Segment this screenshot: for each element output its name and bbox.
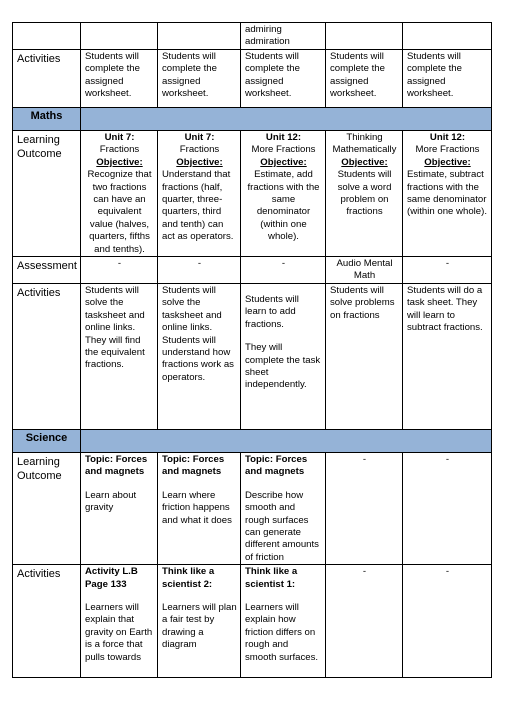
table-cell xyxy=(326,23,403,50)
objective-label: Objective: xyxy=(341,156,388,168)
table-cell xyxy=(158,565,241,678)
table-cell xyxy=(158,452,241,564)
table-cell xyxy=(81,565,158,678)
section-header-science xyxy=(13,429,492,452)
activity-title: Activity L.B Page 133 xyxy=(85,566,138,590)
unit-label: Unit 7: xyxy=(184,132,215,143)
cell-text: Learners will explain that gravity on Earth is a force that pulls towards xyxy=(85,601,153,663)
section-title: Science xyxy=(13,429,81,452)
table-cell xyxy=(403,23,492,50)
row-label: Activities xyxy=(13,50,81,108)
section-fill xyxy=(81,108,492,131)
objective-text: Recognize that two fractions can have an equivalent value (halves, quarters, fifths and tenths). xyxy=(87,169,152,255)
lesson-plan-table xyxy=(12,22,492,678)
objective-label: Objective: xyxy=(96,156,143,168)
activity-title: Think like a scientist 1: xyxy=(245,566,298,590)
table-cell xyxy=(241,565,326,678)
row-label: Assessment xyxy=(13,257,81,284)
objective-label: Objective: xyxy=(176,156,223,168)
objective-text: Estimate, add fractions with the same denominator (within one whole). xyxy=(247,169,320,243)
topic-label: Fractions xyxy=(99,144,140,156)
section-fill xyxy=(81,429,492,452)
topic-label: Topic: Forces and magnets xyxy=(162,453,225,478)
table-row xyxy=(13,23,492,50)
table-cell: Students will complete the assigned worksheet. xyxy=(403,50,492,108)
table-cell xyxy=(158,131,241,257)
cell-text: Students will learn to add fractions. xyxy=(245,293,299,330)
cell-text: Describe how smooth and rough surfaces can generate different amounts of friction xyxy=(245,489,319,563)
table-row xyxy=(13,257,492,284)
table-cell xyxy=(81,131,158,257)
unit-label: Unit 7: xyxy=(104,132,135,143)
table-cell: Students will solve problems on fractions xyxy=(326,283,403,429)
section-title: Maths xyxy=(13,108,81,131)
table-cell: Students will complete the assigned worksheet. xyxy=(81,50,158,108)
row-label: Activities xyxy=(13,565,81,678)
topic-label: More Fractions xyxy=(251,144,316,156)
table-cell: - xyxy=(81,257,158,284)
table-cell: Students will solve the tasksheet and online links. They will find the equivalent fractions. xyxy=(81,283,158,429)
row-label: Learning Outcome xyxy=(13,452,81,564)
row-label: Activities xyxy=(13,283,81,429)
objective-text: Estimate, subtract fractions with the same denominator (within one whole). xyxy=(407,169,487,218)
cell-text: admiring admiration xyxy=(245,24,290,48)
table-cell xyxy=(13,23,81,50)
table-cell xyxy=(241,452,326,564)
objective-label: Objective: xyxy=(424,156,471,168)
table-cell xyxy=(81,452,158,564)
cell-text: Learners will plan a fair test by drawing a diagram xyxy=(162,601,237,651)
table-row xyxy=(13,131,492,257)
objective-text: Students will solve a word problem on fractions xyxy=(337,169,392,218)
activity-title: Think like a scientist 2: xyxy=(162,566,215,590)
table-cell: - xyxy=(403,257,492,284)
unit-label: Unit 12: xyxy=(265,132,302,143)
table-cell: Students will solve the tasksheet and online links. Students will understand how fractions work as operators. xyxy=(158,283,241,429)
table-cell: - xyxy=(326,452,403,564)
objective-label: Objective: xyxy=(260,156,307,168)
table-cell xyxy=(241,23,326,50)
table-cell xyxy=(326,131,403,257)
table-row xyxy=(13,50,492,108)
topic-label: Thinking Mathematically xyxy=(332,132,397,156)
objective-text: Understand that fractions (half, quarter, three-quarters, third and tenth) can act as operators. xyxy=(162,169,234,243)
table-cell: - xyxy=(403,452,492,564)
table-row xyxy=(13,565,492,678)
unit-label: Unit 12: xyxy=(429,132,466,143)
table-cell xyxy=(81,23,158,50)
table-row xyxy=(13,283,492,429)
section-header-maths xyxy=(13,108,492,131)
table-cell: - xyxy=(241,257,326,284)
table-cell: Students will complete the assigned worksheet. xyxy=(241,50,326,108)
table-row xyxy=(13,452,492,564)
topic-label: More Fractions xyxy=(415,144,480,156)
table-cell xyxy=(403,131,492,257)
table-cell: Audio Mental Math xyxy=(326,257,403,284)
cell-text: Learners will explain how friction differs on rough and smooth surfaces. xyxy=(245,601,319,663)
cell-text: Learn about gravity xyxy=(85,489,137,514)
table-cell: - xyxy=(326,565,403,678)
row-label: Learning Outcome xyxy=(13,131,81,257)
table-cell: Students will complete the assigned worksheet. xyxy=(326,50,403,108)
topic-label: Topic: Forces and magnets xyxy=(85,453,148,478)
table-cell xyxy=(241,131,326,257)
table-cell: - xyxy=(158,257,241,284)
table-cell: Students will do a task sheet. They will learn to subtract fractions. xyxy=(403,283,492,429)
table-cell xyxy=(158,23,241,50)
table-cell xyxy=(241,283,326,429)
cell-text: They will complete the task sheet independently. xyxy=(245,342,321,391)
topic-label: Fractions xyxy=(179,144,220,156)
table-cell: - xyxy=(403,565,492,678)
topic-label: Topic: Forces and magnets xyxy=(245,453,308,478)
table-cell: Students will complete the assigned worksheet. xyxy=(158,50,241,108)
cell-text: Learn where friction happens and what it does xyxy=(162,489,232,526)
